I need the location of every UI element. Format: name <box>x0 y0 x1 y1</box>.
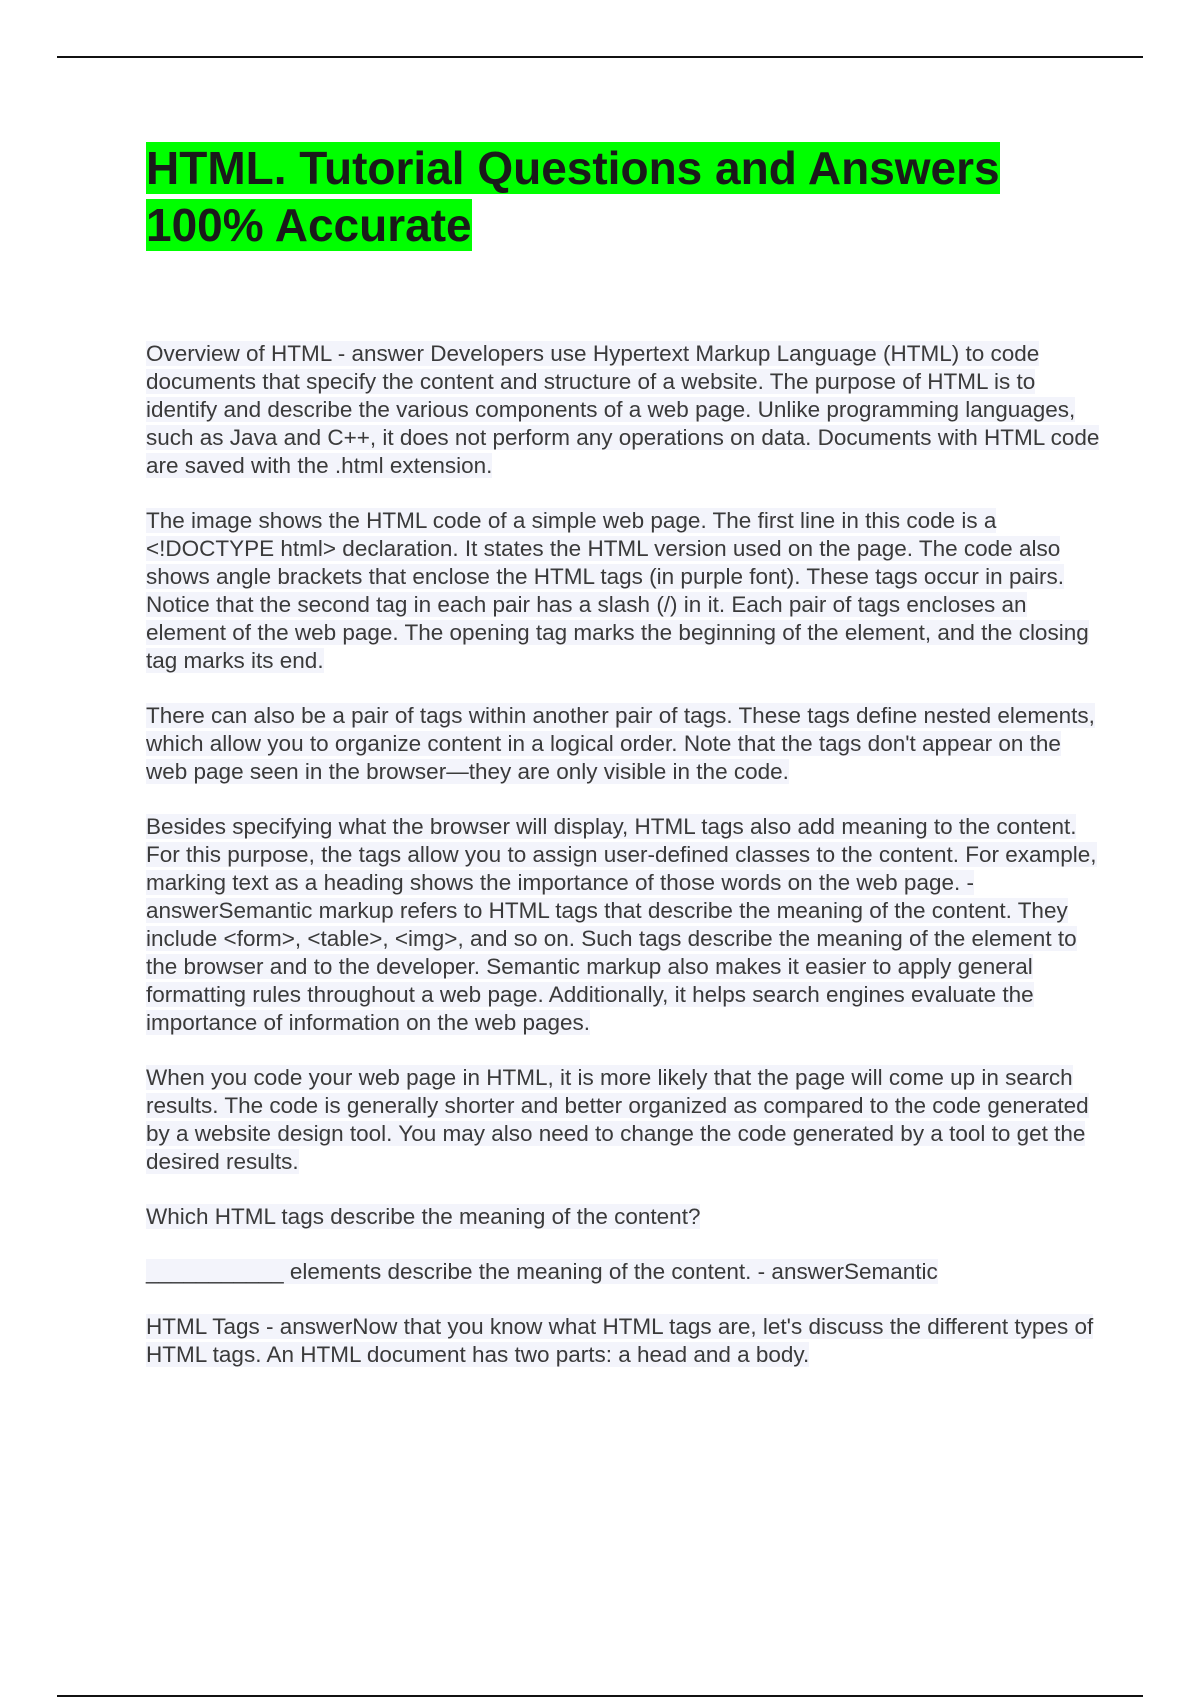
paragraph-html-tags <box>146 1313 1106 1369</box>
title-text: HTML. Tutorial Questions and Answers 100% Accurate <box>146 142 1000 251</box>
paragraph-fill-blank <box>146 1258 1106 1286</box>
top-divider <box>57 56 1143 58</box>
paragraph-list <box>146 340 1106 1369</box>
paragraph-nested-tags <box>146 702 1106 786</box>
paragraph-text: Overview of HTML - answer Developers use Hypertext Markup Language (HTML) to code documents that specify the content and structure of a website. The purpose of HTML is to identify and describe the various components of a web page. Unlike programming languages, such as Java and C++, it does not perform any operations on data. Documents with HTML code are saved with the .html extension. <box>146 341 1100 478</box>
paragraph-text: ___________ elements describe the meaning of the content. - answerSemantic <box>146 1259 938 1284</box>
paragraph-text: When you code your web page in HTML, it is more likely that the page will come up in search results. The code is generally shorter and better organized as compared to the code generated by a website design tool. You may also need to change the code generated by a tool to get the desired results. <box>146 1065 1089 1174</box>
paragraph-text: HTML Tags - answerNow that you know what HTML tags are, let's discuss the different types of HTML tags. An HTML document has two parts: a head and a body. <box>146 1314 1094 1367</box>
document-body <box>146 140 1106 1396</box>
paragraph-text: There can also be a pair of tags within another pair of tags. These tags define nested elements, which allow you to organize content in a logical order. Note that the tags don't appear on the web page seen in the browser—they are only visible in the code. <box>146 703 1095 784</box>
bottom-divider <box>57 1695 1143 1697</box>
paragraph-code-image <box>146 507 1106 675</box>
paragraph-overview <box>146 340 1106 480</box>
paragraph-text: Besides specifying what the browser will display, HTML tags also add meaning to the content. For this purpose, the tags allow you to assign user-defined classes to the content. For example, marking text as a heading shows the importance of those words on the web page. - answerSemantic markup refers to HTML tags that describe the meaning of the content. They include <form>, <table>, <img>, and so on. Such tags describe the meaning of the element to the browser and to the developer. Semantic markup also makes it easier to apply general formatting rules throughout a web page. Additionally, it helps search engines evaluate the importance of information on the web pages. <box>146 814 1097 1035</box>
document-title <box>146 140 1106 254</box>
paragraph-text: The image shows the HTML code of a simple web page. The first line in this code is a <!DOCTYPE html> declaration. It states the HTML version used on the page. The code also shows angle brackets that enclose the HTML tags (in purple font). These tags occur in pairs. Notice that the second tag in each pair has a slash (/) in it. Each pair of tags encloses an element of the web page. The opening tag marks the beginning of the element, and the closing tag marks its end. <box>146 508 1089 673</box>
paragraph-text: Which HTML tags describe the meaning of the content? <box>146 1204 701 1229</box>
paragraph-question <box>146 1203 1106 1231</box>
paragraph-semantic-markup <box>146 813 1106 1037</box>
paragraph-search-results <box>146 1064 1106 1176</box>
